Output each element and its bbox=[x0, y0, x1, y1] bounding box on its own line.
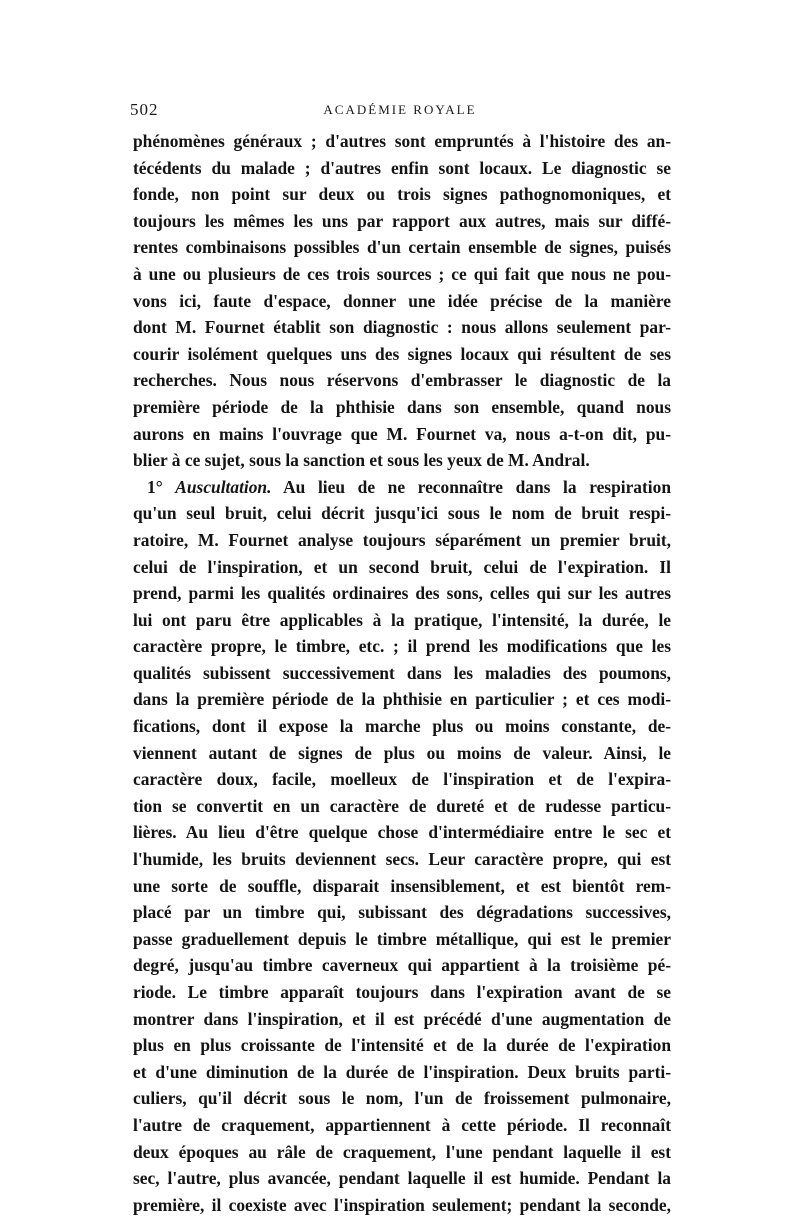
text-line: lui ont paru être applicables à la pratique, l'intensité, la durée, le bbox=[133, 609, 671, 630]
text-line: une sorte de souffle, disparait insensiblement, et est bientôt rem- bbox=[133, 875, 671, 896]
text-line: qu'un seul bruit, celui décrit jusqu'ici sous le nom de bruit respi- bbox=[133, 503, 671, 524]
text-line: et d'une diminution de la durée de l'inspiration. Deux bruits parti- bbox=[133, 1061, 671, 1082]
text-line: fonde, non point sur deux ou trois signes pathognomoniques, et bbox=[133, 184, 671, 205]
section-heading: Auscultation. bbox=[175, 476, 272, 497]
text-line: première période de la phthisie dans son ensemble, quand nous bbox=[133, 396, 671, 417]
text-line: fications, dont il expose la marche plus ou moins constante, de- bbox=[133, 716, 671, 737]
page-number: 502 bbox=[130, 100, 159, 119]
text-line: deux époques au râle de craquement, l'une pendant laquelle il est bbox=[133, 1141, 671, 1162]
text-line: rentes combinaisons possibles d'un certain ensemble de signes, puisés bbox=[133, 237, 671, 258]
text-line: vons ici, faute d'espace, donner une idée précise de la manière bbox=[133, 290, 671, 311]
text-line: caractère doux, facile, moelleux de l'inspiration et de l'expira- bbox=[133, 769, 671, 790]
text-line: à une ou plusieurs de ces trois sources ; ce qui fait que nous ne pou- bbox=[133, 263, 671, 284]
text-line: tion se convertit en un caractère de dureté et de rudesse particu- bbox=[133, 795, 671, 816]
running-head-title: ACADÉMIE ROYALE bbox=[323, 102, 477, 117]
text-line: degré, jusqu'au timbre caverneux qui appartient à la troisième pé- bbox=[133, 955, 671, 976]
text-line: celui de l'inspiration, et un second bruit, celui de l'expiration. Il bbox=[133, 556, 671, 577]
text-line: qualités subissent successivement dans les maladies des poumons, bbox=[133, 662, 671, 683]
paragraph-2 bbox=[133, 474, 671, 1218]
text-line: plus en plus croissante de l'intensité et de la durée de l'expiration bbox=[133, 1035, 671, 1056]
text-line: riode. Le timbre apparaît toujours dans l'expiration avant de se bbox=[133, 982, 671, 1002]
text-line: placé par un timbre qui, subissant des dégradations successives, bbox=[133, 902, 671, 923]
paragraph-1 bbox=[133, 128, 671, 474]
text-line: dont M. Fournet établit son diagnostic : nous allons seulement par- bbox=[133, 317, 671, 338]
text-line: prend, parmi les qualités ordinaires des sons, celles qui sur les autres bbox=[133, 583, 671, 604]
text-line: aurons en mains l'ouvrage que M. Fournet va, nous a-t-on dit, pu- bbox=[133, 423, 671, 444]
section-number: 1° bbox=[147, 476, 163, 497]
text-line: blier à ce sujet, sous la sanction et sous les yeux de M. Andral. bbox=[133, 450, 590, 471]
running-head bbox=[130, 100, 670, 124]
body-text bbox=[133, 128, 671, 1218]
text-line: culiers, qu'il décrit sous le nom, l'un de froissement pulmonaire, bbox=[133, 1088, 671, 1109]
text-line: viennent autant de signes de plus ou moins de valeur. Ainsi, le bbox=[133, 742, 671, 763]
text-line: première, il coexiste avec l'inspiration seulement; pendant la seconde, bbox=[133, 1194, 671, 1215]
text-line: toujours les mêmes les uns par rapport aux autres, mais sur diffé- bbox=[133, 210, 671, 231]
paragraph-first-line bbox=[133, 474, 671, 501]
text-line: caractère propre, le timbre, etc. ; il prend les modifications que les bbox=[133, 636, 671, 657]
first-line-text: Au lieu de ne reconnaître dans la respiration bbox=[283, 476, 671, 497]
text-line: sec, l'autre, plus avancée, pendant laquelle il est humide. Pendant la bbox=[133, 1168, 671, 1189]
text-line: técédents du malade ; d'autres enfin sont locaux. Le diagnostic se bbox=[133, 157, 671, 178]
text-line: recherches. Nous nous réservons d'embrasser le diagnostic de la bbox=[133, 370, 671, 391]
text-line: courir isolément quelques uns des signes locaux qui résultent de ses bbox=[133, 343, 671, 364]
text-line: lières. Au lieu d'être quelque chose d'intermédiaire entre le sec et bbox=[133, 822, 671, 843]
text-line: phénomènes généraux ; d'autres sont empruntés à l'histoire des an- bbox=[133, 131, 671, 151]
text-line: l'autre de craquement, appartiennent à cette période. Il reconnaît bbox=[133, 1114, 671, 1135]
text-line: dans la première période de la phthisie en particulier ; et ces modi- bbox=[133, 689, 671, 710]
text-line: l'humide, les bruits deviennent secs. Leur caractère propre, qui est bbox=[133, 849, 671, 870]
text-line: montrer dans l'inspiration, et il est précédé d'une augmentation de bbox=[133, 1008, 671, 1029]
text-line: ratoire, M. Fournet analyse toujours séparément un premier bruit, bbox=[133, 529, 671, 550]
text-line: passe graduellement depuis le timbre métallique, qui est le premier bbox=[133, 928, 671, 949]
